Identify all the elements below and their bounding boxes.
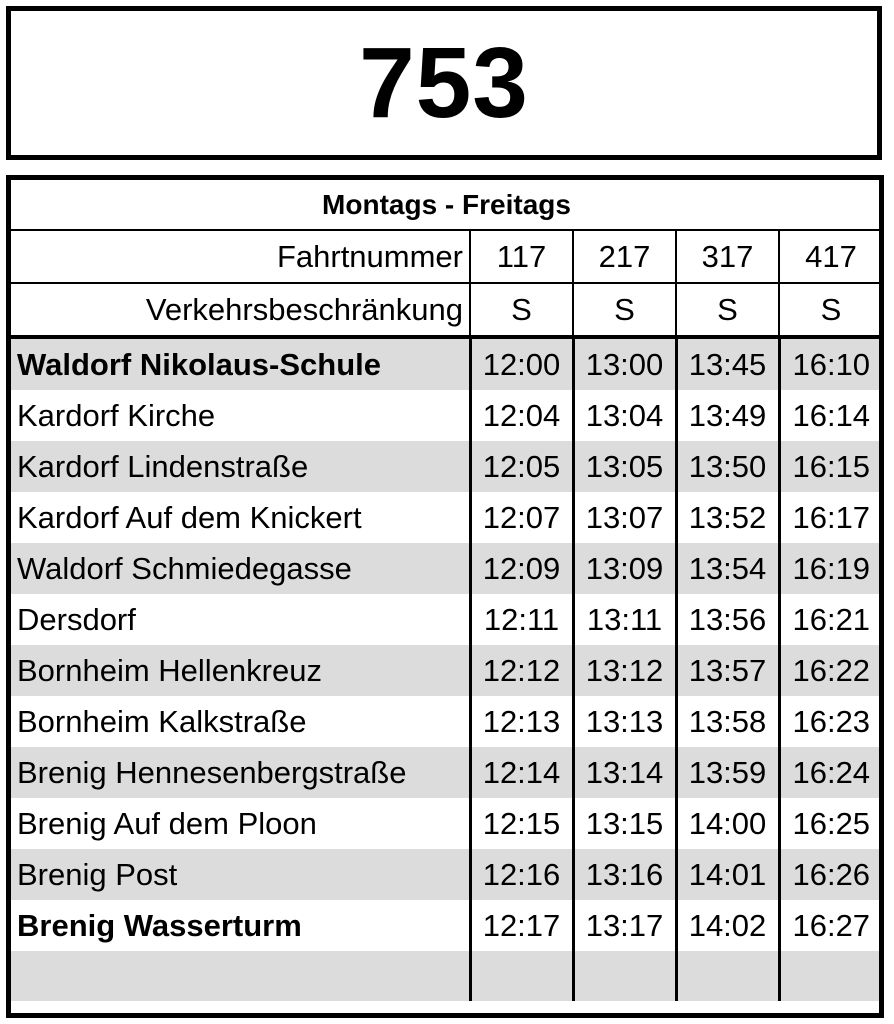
trip-number-row	[11, 230, 882, 283]
empty-cell	[779, 951, 882, 1001]
departure-time: 13:17	[573, 900, 676, 951]
restriction-label: Verkehrsbeschränkung	[11, 283, 470, 337]
departure-time: 16:27	[779, 900, 882, 951]
departure-time: 16:25	[779, 798, 882, 849]
departure-time: 12:14	[470, 747, 573, 798]
stop-name: Waldorf Schmiedegasse	[11, 543, 470, 594]
empty-cell	[573, 951, 676, 1001]
stop-name: Kardorf Kirche	[17, 397, 216, 433]
departure-time: 12:15	[470, 798, 573, 849]
departure-time: 13:52	[676, 492, 779, 543]
empty-cell	[676, 951, 779, 1001]
stop-name: Brenig Post	[11, 849, 470, 900]
departure-time: 12:05	[470, 441, 573, 492]
stop-row	[11, 543, 882, 594]
departure-time: 13:45	[676, 337, 779, 390]
empty-cell	[470, 951, 573, 1001]
stop-name: Bornheim Kalkstraße	[17, 703, 307, 739]
trip-number: 417	[779, 230, 882, 283]
departure-time: 14:02	[676, 900, 779, 951]
departure-time: 13:07	[573, 492, 676, 543]
stop-name: Bornheim Hellenkreuz	[11, 645, 470, 696]
stop-row	[11, 390, 882, 441]
stop-row	[11, 696, 882, 747]
empty-cell	[11, 951, 470, 1001]
departure-time: 12:17	[470, 900, 573, 951]
departure-time: 16:24	[779, 747, 882, 798]
stop-name: Dersdorf	[17, 601, 136, 637]
stop-row	[11, 798, 882, 849]
restriction-code: S	[779, 283, 882, 337]
departure-time: 13:09	[573, 543, 676, 594]
stop-row	[11, 441, 882, 492]
timetable	[6, 175, 884, 1018]
departure-time: 12:16	[470, 849, 573, 900]
stop-row	[11, 492, 882, 543]
departure-time: 14:00	[676, 798, 779, 849]
departure-time: 13:59	[676, 747, 779, 798]
stop-name: Brenig Auf dem Ploon	[17, 805, 317, 841]
stop-row	[11, 900, 882, 951]
service-days-row	[11, 180, 882, 230]
departure-time: 13:12	[573, 645, 676, 696]
departure-time: 16:17	[779, 492, 882, 543]
departure-time: 16:22	[779, 645, 882, 696]
timetable-table	[11, 180, 882, 1001]
trip-number: 117	[470, 230, 573, 283]
departure-time: 13:56	[676, 594, 779, 645]
stop-row	[11, 747, 882, 798]
stop-name: Kardorf Auf dem Knickert	[17, 499, 362, 535]
stop-row	[11, 337, 882, 390]
departure-time: 16:19	[779, 543, 882, 594]
stop-row	[11, 594, 882, 645]
departure-time: 12:11	[470, 594, 573, 645]
departure-time: 16:10	[779, 337, 882, 390]
restriction-code: S	[470, 283, 573, 337]
stop-name: Brenig Hennesenbergstraße	[11, 747, 470, 798]
departure-time: 12:12	[470, 645, 573, 696]
departure-time: 12:00	[470, 337, 573, 390]
departure-time: 13:13	[573, 696, 676, 747]
service-days: Montags - Freitags	[11, 180, 882, 230]
departure-time: 13:00	[573, 337, 676, 390]
departure-time: 13:05	[573, 441, 676, 492]
departure-time: 13:49	[676, 390, 779, 441]
restriction-row	[11, 283, 882, 337]
departure-time: 13:58	[676, 696, 779, 747]
departure-time: 16:21	[779, 594, 882, 645]
stop-name: Brenig Wasserturm	[17, 907, 302, 943]
stop-row	[11, 645, 882, 696]
stop-name: Kardorf Lindenstraße	[11, 441, 470, 492]
line-number: 753	[359, 27, 529, 139]
departure-time: 16:15	[779, 441, 882, 492]
departure-time: 16:26	[779, 849, 882, 900]
departure-time: 12:07	[470, 492, 573, 543]
departure-time: 13:50	[676, 441, 779, 492]
stop-row	[11, 849, 882, 900]
departure-time: 13:04	[573, 390, 676, 441]
restriction-code: S	[573, 283, 676, 337]
empty-row	[11, 951, 882, 1001]
departure-time: 12:09	[470, 543, 573, 594]
trip-number: 317	[676, 230, 779, 283]
departure-time: 13:57	[676, 645, 779, 696]
line-number-box	[6, 6, 882, 160]
departure-time: 14:01	[676, 849, 779, 900]
departure-time: 13:14	[573, 747, 676, 798]
departure-time: 13:11	[573, 594, 676, 645]
stop-name: Waldorf Nikolaus-Schule	[11, 337, 470, 390]
departure-time: 16:23	[779, 696, 882, 747]
trip-number-label: Fahrtnummer	[11, 230, 470, 283]
restriction-code: S	[676, 283, 779, 337]
departure-time: 13:16	[573, 849, 676, 900]
departure-time: 13:15	[573, 798, 676, 849]
departure-time: 16:14	[779, 390, 882, 441]
departure-time: 12:04	[470, 390, 573, 441]
departure-time: 13:54	[676, 543, 779, 594]
trip-number: 217	[573, 230, 676, 283]
departure-time: 12:13	[470, 696, 573, 747]
